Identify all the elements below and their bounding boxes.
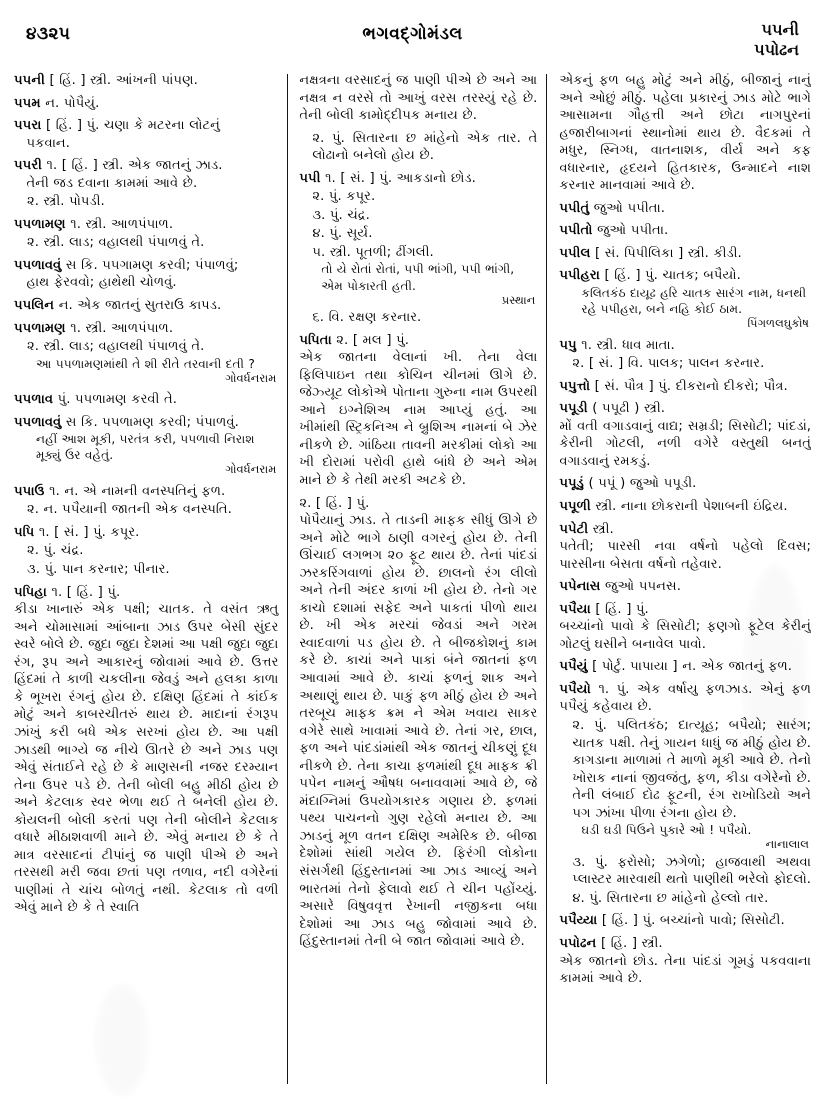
entry-papaiya xyxy=(559,601,811,654)
sense-number: ૫. xyxy=(312,244,326,260)
sense-item xyxy=(299,244,537,262)
part-of-speech: ન. xyxy=(58,298,73,314)
part-of-speech: સ્ત્રી. xyxy=(592,521,614,537)
headword: ૫૫ળાવવું xyxy=(14,414,62,430)
part-of-speech: પું. xyxy=(329,207,343,223)
sense-item xyxy=(559,854,811,889)
part-of-speech: પું. xyxy=(57,392,71,408)
part-of-speech: સ્ત્રી. xyxy=(43,194,65,210)
entry-papu xyxy=(559,337,811,373)
definition: એક જાતના વેલાનાં ખી. તેના વેલા ફિલિ૫ાઇન તથા કોચિન ચીનમાં ઊગે છે. જેઝ્યૂટ લોકોએ પોતાના ગુરુના નામ ઉ૫રથી આને ઇગ્નેશિઅ નામ આપ્યું હતું. આ ખીમાંથી સ્ટ્રિકનિઅ ને બ્રુશિઅ નામનાં બે ઝેર નીકળે છે. ગાંઠિયા તાવની મરકીમાં લોકો આ ખી દોરામાં ૫રોવી હાથે બાંધે છે અને એમ માને છે કે તેથી મરકી અટકે છે. xyxy=(299,350,538,488)
sense-number: ૧. xyxy=(49,483,60,499)
sense-number: ૪. xyxy=(572,890,585,906)
part-of-speech: સ્ત્રી. xyxy=(596,337,618,353)
part-of-speech: પું. xyxy=(107,584,121,600)
etymology: [ હિં. ] xyxy=(315,495,352,511)
entry-papeti xyxy=(559,521,811,574)
book-title: ભગવદ્ગોમંડલ xyxy=(362,24,463,44)
definition: પાન કરનાર; પીનાર. xyxy=(61,562,170,578)
cross-reference: જુઓ ૫૫ીતા. xyxy=(597,223,669,239)
carryover-paragraph-middle xyxy=(299,72,537,125)
sense-papiha-2 xyxy=(299,130,537,165)
carryover-paragraph-right xyxy=(559,72,811,195)
sense-item xyxy=(299,309,537,327)
headword: ૫૫ળાવ xyxy=(14,392,54,408)
sense-number: ૩. xyxy=(27,562,40,578)
part-of-speech: સ્ત્રી. xyxy=(687,245,709,261)
headword: ૫૫ૈયો xyxy=(559,681,591,697)
definition: બચ્ચાંનો પાવો; સિસોટી. xyxy=(659,913,785,929)
entry-papudu xyxy=(559,475,811,493)
variant-form: ( ૫૫ૂં ) xyxy=(588,476,626,492)
definition: બચ્ચાંનો પાવો કે સિસોટી; ફણગો ફૂટેલ કેરીનું ગોટલું ઘસીને બનાવેલ પાવો. xyxy=(559,619,811,652)
sense-item xyxy=(299,130,537,165)
definition: નાના છોકરાની પેશાબની ઇંદ્રિય. xyxy=(620,498,788,514)
citation-quote: તો યે રોતાં રોતાં, ૫૫ી ભાંગી, ૫૫ી ભાંગી, એમ પોકારતી હતી. xyxy=(321,262,515,293)
etymology: [ સં. ] xyxy=(340,170,375,186)
part-of-speech: પું. xyxy=(93,524,106,540)
headword: ૫૫િ xyxy=(14,524,35,540)
sense-number: ૨. xyxy=(312,130,325,146)
sense-item xyxy=(559,890,811,908)
sense-number: ૨. xyxy=(27,339,39,355)
sense-item xyxy=(14,501,278,519)
etymology: [ હિં. ] xyxy=(604,268,641,284)
citation-quote: નહીં આશ મૂકી, ૫રતંત્ર કરી, ૫૫ળાવી નિરાશ મૂક્યું ઉર વહેતું. xyxy=(36,432,255,463)
sense-number: ૨. xyxy=(336,332,349,348)
entry-papi xyxy=(299,170,537,327)
definition: પોપડી. xyxy=(69,194,105,210)
definition: એક જાતનું ઝાડ. xyxy=(127,158,223,174)
entry-papalavavu-2 xyxy=(14,414,278,478)
part-of-speech: પું. xyxy=(594,718,607,733)
part-of-speech: સ્ત્રી. xyxy=(641,935,663,951)
sense-item xyxy=(299,207,537,225)
sense-papita-2 xyxy=(299,495,537,951)
entry-papari xyxy=(14,157,278,211)
entry-papenas xyxy=(559,578,811,596)
etymology: [ સં. પિપીલિકા ] xyxy=(595,245,684,261)
part-of-speech: પું. xyxy=(635,601,649,617)
citation-attribution: પિંગળલઘુકોષ xyxy=(747,316,809,331)
part-of-speech: પું. xyxy=(356,495,370,511)
sense-number: ૧. xyxy=(70,216,81,232)
headword: ૫૫િહા xyxy=(14,584,47,600)
definition-continued: એકનું ફળ બહુ મોટું અને મીઠું, બીજાનું નાનું અને ઓછું મીઠું. ૫હેલા પ્રકારનું ઝાડ મોટે ભાગે આસામના ગૌહત્તી અને છોટા નાગપુરનાં હજારીબાગનાં સ્થાનોમાં થાય છે. વૈદકમાં તે મધુર, સ્નિગ્ધ, વાતનાશક, વીર્ય અને કફ વધારનાર, હૃદયને હિતકારક, ઉન્માદને નાશ કરનાર માનવામાં આવે છે. xyxy=(559,73,811,194)
headword: ૫૫લિન xyxy=(14,298,55,314)
etymology: [ હિં. ] xyxy=(61,158,98,174)
headword: ૫૫ીલ xyxy=(559,245,591,261)
headword: ૫૫ીતું xyxy=(559,200,590,216)
definition: રક્ષણ કરનાર. xyxy=(348,310,422,326)
definition: ૫૫ળામણ કરવી તે. xyxy=(75,392,177,408)
entry-papam xyxy=(14,95,278,113)
part-of-speech: સ કિ. xyxy=(65,414,98,430)
part-of-speech: સ્ત્રી. xyxy=(43,235,65,251)
etymology: [ મલ ] xyxy=(352,332,392,348)
definition: ૫૫ૈયાની જાતની એક વનસ્પતિ. xyxy=(62,502,232,518)
definition-continued: ૫કવાન. xyxy=(26,135,70,151)
sense-number: ૧. xyxy=(581,337,592,353)
definition: દીકરાનો દીકરો; પૌત્ર. xyxy=(675,378,788,394)
entry-papi xyxy=(14,524,278,579)
part-of-speech: સ્ત્રી. xyxy=(85,320,107,336)
etymology: [ હિં. ] xyxy=(66,584,103,600)
definition: સૂર્ય. xyxy=(346,226,373,242)
headword: ૫૫રા xyxy=(14,118,42,134)
part-of-speech: પું. xyxy=(645,268,658,284)
part-of-speech: સ્ત્રી. xyxy=(90,73,112,88)
headword: ૫૫ની xyxy=(14,73,45,88)
definition: ૫લિતકંઠ; દાત્યૂહ; બપૈયો; સારંગ; ચાતક ૫ક્ષી. તેનું ગાયન ધાધું જ મીઠું હોય છે. કાગડાના માળામાં તે માળો મૂકી આવે છે. તેનો ખોરાક નાનાં જીવજંતુ, ફળ, કીડા વગેરેનો છે. તેની લંબાઈ દોઢ ફૂટની, રંગ રાખોડિયો અને ૫ગ ઝાંખા પીળા રંગના હોય છે. xyxy=(572,718,811,821)
sense-number: ૨. xyxy=(572,356,585,372)
sense-number: ૨. xyxy=(299,495,312,511)
definition: એ નામની વનસ્પતિનું ફળ. xyxy=(83,483,226,499)
sense-item xyxy=(299,188,537,206)
sense-number: ૧. xyxy=(325,170,336,186)
definition: ચંદ્ર. xyxy=(347,207,370,223)
part-of-speech: ન. xyxy=(682,659,697,675)
part-of-speech: પું. xyxy=(642,913,656,929)
entry-papalaman-2 xyxy=(14,320,278,387)
guide-word-last: ૫૫ોઢન xyxy=(754,40,799,59)
column-right xyxy=(547,72,811,1094)
headword: ૫૫ેનાસ xyxy=(559,579,601,595)
sense-number: ૬. xyxy=(312,310,324,326)
etymology: [ હિં. ] xyxy=(49,73,86,88)
cross-reference: જુઓ ૫૫નસ. xyxy=(605,579,681,595)
part-of-speech: ન. xyxy=(45,95,60,111)
headword: ૫૫ળામણ xyxy=(14,216,66,232)
headword: ૫૫ૂડી xyxy=(559,401,588,417)
definition: આકડાનો છોડ. xyxy=(396,170,476,186)
definition: ધાવ માતા. xyxy=(622,337,675,353)
definition: આળપં૫ાળ. xyxy=(111,216,174,232)
entry-papitu xyxy=(559,200,811,218)
definition: મોં વતી વગાડવાનું વાદ્ય; સમ્રડી; સિસોટી; પાંદડાં, કેરીની ગોટલી, નળી વગેરે વસ્તુથી બનતું વગાડવાનું રમકડું. xyxy=(559,418,811,469)
part-of-speech: સ્ત્રી. xyxy=(644,401,665,417)
definition: એક વર્ષાયુ ફળઝાડ. એનું ફળ ૫૫ૈયું કહેવાય છે. xyxy=(559,681,811,715)
headword: ૫૫ીતો xyxy=(559,223,593,239)
columns-container xyxy=(14,72,811,1094)
part-of-speech: ન. xyxy=(43,502,58,518)
definition-continued: તેની જડ દવાના કામમાં આવે છે. xyxy=(26,175,198,191)
definition: એક જાતનું સુતરાઉ કાપડ. xyxy=(77,298,222,314)
part-of-speech: સ્ત્રી. xyxy=(43,339,65,355)
entry-papaiyya xyxy=(559,912,811,930)
headword: ૫૫ોઢન xyxy=(559,935,597,951)
sense-number: ૨. xyxy=(27,235,39,251)
cross-reference: જુઓ ૫૫ીતા. xyxy=(593,200,665,216)
sense-number: ૨. xyxy=(27,502,39,518)
sense-number: ૪. xyxy=(312,226,325,242)
part-of-speech: ન. xyxy=(64,483,79,499)
part-of-speech: વિ. xyxy=(627,356,644,372)
sense-number: ૩. xyxy=(312,207,326,223)
entry-papil xyxy=(559,245,811,263)
sense-item xyxy=(14,338,278,356)
sense-item xyxy=(559,355,811,373)
part-of-speech: સ્ત્રી. xyxy=(102,158,124,174)
part-of-speech: પું. xyxy=(86,118,100,134)
sense-item xyxy=(14,542,278,560)
headword: ૫૫ૈય્યા xyxy=(559,913,598,929)
entry-papuli xyxy=(559,498,811,516)
sense-number: ૨. xyxy=(27,194,39,210)
citation-quote: આ ૫૫ળામણમાંથી તે શી રીતે તરવાની દતી ? xyxy=(36,356,255,371)
headword: ૫૫ેટી xyxy=(559,521,589,537)
sense-number: ૨. xyxy=(572,718,585,733)
citation-attribution: ગોવર્ધનરામ xyxy=(225,462,277,477)
sense-item xyxy=(299,225,537,243)
citation-attribution: ગોવર્ધનરામ xyxy=(225,370,277,385)
entry-papaiyo xyxy=(559,681,811,908)
part-of-speech: પું. xyxy=(379,170,393,186)
part-of-speech: સ્ત્રી. xyxy=(329,244,351,260)
entry-papudi xyxy=(559,400,811,470)
part-of-speech: સ કિ. xyxy=(65,257,98,273)
citation-attribution: નાનાલાલ xyxy=(765,837,809,852)
running-head xyxy=(14,18,811,70)
part-of-speech: પું. xyxy=(396,332,409,348)
sense-number: ૧. xyxy=(46,158,58,174)
headword: ૫૫િતા xyxy=(299,332,332,348)
guide-word-first: ૫૫ની xyxy=(761,20,799,39)
entry-papito xyxy=(559,222,811,240)
definition: એક જાતનું ફળ. xyxy=(700,659,792,675)
sense-item xyxy=(14,193,278,211)
headword: ૫૫ુત્તો xyxy=(559,378,591,394)
definition: ફરોસો; ઝગેળો; હાજવાથી અથવા પ્લાસ્ટર મારવાથી થતો પાણીથી ભરેલો ફોદલો. xyxy=(572,854,811,888)
entry-papaiyu xyxy=(559,658,811,676)
etymology: [ હિં. ] xyxy=(601,913,638,929)
sense-number: ૧. xyxy=(598,681,610,697)
etymology: [ સં. ] xyxy=(54,524,89,540)
headword: ૫૫મ xyxy=(14,95,41,111)
entry-papita xyxy=(299,332,537,490)
part-of-speech: પું. xyxy=(43,543,57,559)
entry-papau xyxy=(14,483,278,519)
headword: ૫૫ીહરા xyxy=(559,268,600,284)
column-middle xyxy=(288,72,546,1094)
entry-papihara xyxy=(559,267,811,331)
definition: કપૂર. xyxy=(110,524,140,540)
part-of-speech: વિ. xyxy=(328,310,344,326)
entry-papalavavu xyxy=(14,257,278,292)
folio-page-number: ૪૩૨૫ xyxy=(26,24,71,44)
entry-paputto xyxy=(559,378,811,396)
etymology: [ હિં. ] xyxy=(600,935,637,951)
definition: કીડી. xyxy=(713,245,742,261)
part-of-speech: સ્ત્રી. xyxy=(595,498,617,514)
headword: ૫૫ી xyxy=(299,170,321,186)
definition: ચણા કે મટરના લોટનું xyxy=(103,118,220,134)
cross-reference: જુઓ ૫૫ૂડી. xyxy=(629,476,697,492)
part-of-speech: પું. xyxy=(329,226,343,242)
definition: લાડ; વહાલથી ૫ંપાળવું તે. xyxy=(69,235,205,251)
part-of-speech: પું. xyxy=(44,562,58,578)
guide-words xyxy=(754,20,799,60)
part-of-speech: પું. xyxy=(589,890,603,906)
sense-number: ૨. xyxy=(27,543,39,559)
headword: ૫૫રી xyxy=(14,158,42,174)
definition: ૫તેતી; પારસી નવા વર્ષનો ૫હેલો દિવસ; પારસીના બેસતા વર્ષનો તહેવાર. xyxy=(559,539,811,572)
variant-form: ( ૫૫ૂઢી ) xyxy=(592,401,640,417)
headword: ૫૫ૈયા xyxy=(559,601,591,617)
definition: ચંદ્ર. xyxy=(60,543,84,559)
sense-number: ૨. xyxy=(312,189,325,205)
definition: સિતારના છ માંહેનો હેલ્લો તાર. xyxy=(606,890,769,906)
sense-item xyxy=(14,234,278,252)
headword: ૫૫ૂળી xyxy=(559,498,591,514)
etymology: [ પોર્ટુ. ૫ાપાયા ] xyxy=(592,659,678,675)
entry-papalaman xyxy=(14,216,278,252)
definition: ૫૫ગામણ કરવી; ૫ંપાળવું; xyxy=(102,257,239,273)
entry-papara xyxy=(14,117,278,152)
citation-quote: ઘડી ઘડી પિઉને પુકારે ઓ ! ૫૫ૈયો. xyxy=(581,823,752,838)
definition: આંખની ૫ાં૫ણ. xyxy=(115,73,198,88)
part-of-speech: પું. xyxy=(332,130,345,146)
sense-item xyxy=(14,561,278,579)
entry-papani xyxy=(14,72,278,90)
headword: ૫૫ાઉ xyxy=(14,483,45,499)
etymology: [ હિં. ] xyxy=(595,601,632,617)
sense-item xyxy=(559,717,811,822)
citation-attribution: પ્રસ્થાન xyxy=(501,292,536,307)
column-left xyxy=(14,72,287,1094)
citation-quote: કલિતકંઠ દાયૂઢ હરિ ચાતક સારંગ નામ, ધનથી રહે ૫૫ીહરા, બને નહિ કોઈ ઠામ. xyxy=(581,286,807,317)
definition: એક જાતનો છોડ. તેના પાંદડાં ગૂમડું ૫કવવાના કામમાં આવે છે. xyxy=(559,953,811,987)
etymology: [ સં. ] xyxy=(588,356,624,372)
definition: ચાતક; બપૈયો. xyxy=(662,268,741,284)
definition: ૫૫ળામણ કરવી; ૫ંપાળવું. xyxy=(102,414,239,430)
sense-number: ૧. xyxy=(38,524,50,540)
entry-papalav xyxy=(14,391,278,409)
part-of-speech: પું. xyxy=(595,854,608,870)
entry-papodhan xyxy=(559,935,811,988)
definition-continued: હાથ ફેરવવો; હાથેથી ચોળવું. xyxy=(26,275,177,291)
definition: સિતારના છ માંહેનો એક તાર. તે લોઢાનો બનેલો હોય છે. xyxy=(312,130,538,164)
definition: પોપૈયાનું ઝાડ. તે તાડની માફક સીધું ઊગે છે અને મોટે ભાગે ઠાણી વગરનું હોય છે. તેની ઊંચાઈ લગભગ ૨૦ ફૂટ થાય છે. તેનાં પાંદડાં ઝરકરિંગવાળાં હોય છે. છાલનો રંગ લીલો અને તેની અંદર કાળાં ખી હોય છે. તેનો ગર કાચો દશામાં સફેદ અને પાકતાં પીળો થાય છે. ખી એક મરચાં જેવડાં અને ગરમ સ્વાદવાળાં ૫ડ હોય છે. તે બીજકોશનું કામ કરે છે. કાચાં અને પાકાં બંને જાતનાં ફળ આવામાં આવે છે. કાચાં ફળનું શાક અને અથાણું થાય છે. પાકું ફળ મીઠું હોય છે અને તરબૂચ માફક ક્રમ ને એમ ખવાય સાકર વગેરે સાથે ખાવામાં આવે છે. તેનાં ગર, છાલ, ફળ અને પાંદડાંમાંથી એક જાતનું ચીકણું દૂધ નીકળે છે. તેના કાચા ફળમાંથી દૂધ માફક ક્રી ૫૫ેન નામનું ઔષધ બનાવવામાં આવે છે, જે મંદાગ્નિમાં ઉ૫યોગકારક ગણાય છે. ફળમાં ૫થ્ય પાચનનો ગુણ રહેલો મનાય છે. આ ઝાડનું મૂળ વતન દક્ષિણ અમેરિક છે. બીજા દેશોમાં સાંથી ગયેલ છે. ફિરંગી લોકોના સંસર્ગથી હિંદુસ્તાનમાં આ ઝાડ આવ્યું અને ભારતમાં તેનો ફેલાવો થઈ તે ચીન ૫હોંચ્યું. અસારે વિષુવવૃત્ત રેખાની નજીકના બધા દેશોમાં આ ઝાડ બહુ જોવામાં આવે છે. હિંદુસ્તાનમાં તેની બે જાત જોવામાં આવે છે. xyxy=(299,513,538,950)
part-of-speech: પું. xyxy=(328,189,342,205)
entry-papiha xyxy=(14,584,278,917)
etymology: [ હિં. ] xyxy=(45,118,83,134)
headword: ૫૫ળામણ xyxy=(14,320,66,336)
etymology: [ સં. પૌત્ર ] xyxy=(594,378,654,394)
part-of-speech: પું. xyxy=(616,681,630,697)
sense-number: ૧. xyxy=(70,320,81,336)
sense-number: ૧. xyxy=(51,584,63,600)
definition-continued: નક્ષત્રના વરસાદનું જ પાણી પીએ છે અને આ નક્ષત્ર ન વરસે તો આખું વરસ તરસ્યું રહે છે. તેની બોલી કામોદ્દી૫ક મનાય છે. xyxy=(299,73,538,124)
entry-papalin xyxy=(14,297,278,315)
definition: કીડા ખાનારું એક ૫ક્ષી; ચાતક. તે વસંત ઋતુ અને ચોમાસામાં આંબાના ઝાડ ઉ૫ર બેસી સુંદર સ્વરે બોલે છે. જુદા જુદા દેશમાં આ ૫ક્ષી જુદા જુદા રંગ, રૂ૫ અને આકારનું જોવામાં આવે છે. ઉત્તર હિંદમાં તે કાળી ચકલીના જેવડું અને હલકા કાળા કે ભૂખરા રંગનું હોય છે. દક્ષિણ હિંદમાં તે કાંઈક મોટું અને કાબરચીતરું થાય છે. માદાનાં રંગરૂ૫ ઝાંખું કરી બધે એક સરખાં હોય છે. આ ૫ક્ષી ઝાડથી ભાગ્યે જ નીચે ઊતરે છે અને ઝાડ ૫ણ એવું સંતાઈને રહે છે કે માણસની નજર દરમ્યાન તેના ઉ૫ર ૫ડે છે. તેની બોલી બહુ મીઠી હોય છે અને કેટલાક સ્વર ભેળા થઈ તે બનેલી હોય છે. કોયલની બોલી કરતાં ૫ણ તેની બોલીને કેટલાક વધારે મીઠાશવાળી માને છે. એવું મનાય છે કે તે માત્ર વરસાદનાં ટીપાંનું જ પાણી પીએ છે અને તરસથી મરી જવા છતાં ૫ણ તળાવ, નદી વગેરેનાં પાણીમાં તે ચાંચ બોળતું નથી. કેટલાક તો વળી એવું માને છે કે તે સ્વાતિ xyxy=(14,602,279,916)
headword: ૫૫ળાવવું xyxy=(14,257,62,273)
headword: ૫૫ુ xyxy=(559,337,577,353)
definition: પોપૈયું. xyxy=(63,95,100,111)
sense-number: ૩. xyxy=(572,854,586,870)
definition: લાડ; વહાલથી ૫ંપાળવું તે. xyxy=(69,339,205,355)
part-of-speech: પું. xyxy=(658,378,671,394)
definition: કપૂર. xyxy=(346,189,376,205)
definition: આળપં૫ાળ. xyxy=(111,320,174,336)
headword: ૫૫ૈયું xyxy=(559,659,588,675)
headword: ૫૫ૂડું xyxy=(559,476,584,492)
definition: પાલક; પાલન કરનાર. xyxy=(647,356,765,372)
part-of-speech: સ્ત્રી. xyxy=(85,216,107,232)
definition: પૂતળી; ઢીંગલી. xyxy=(355,244,434,260)
